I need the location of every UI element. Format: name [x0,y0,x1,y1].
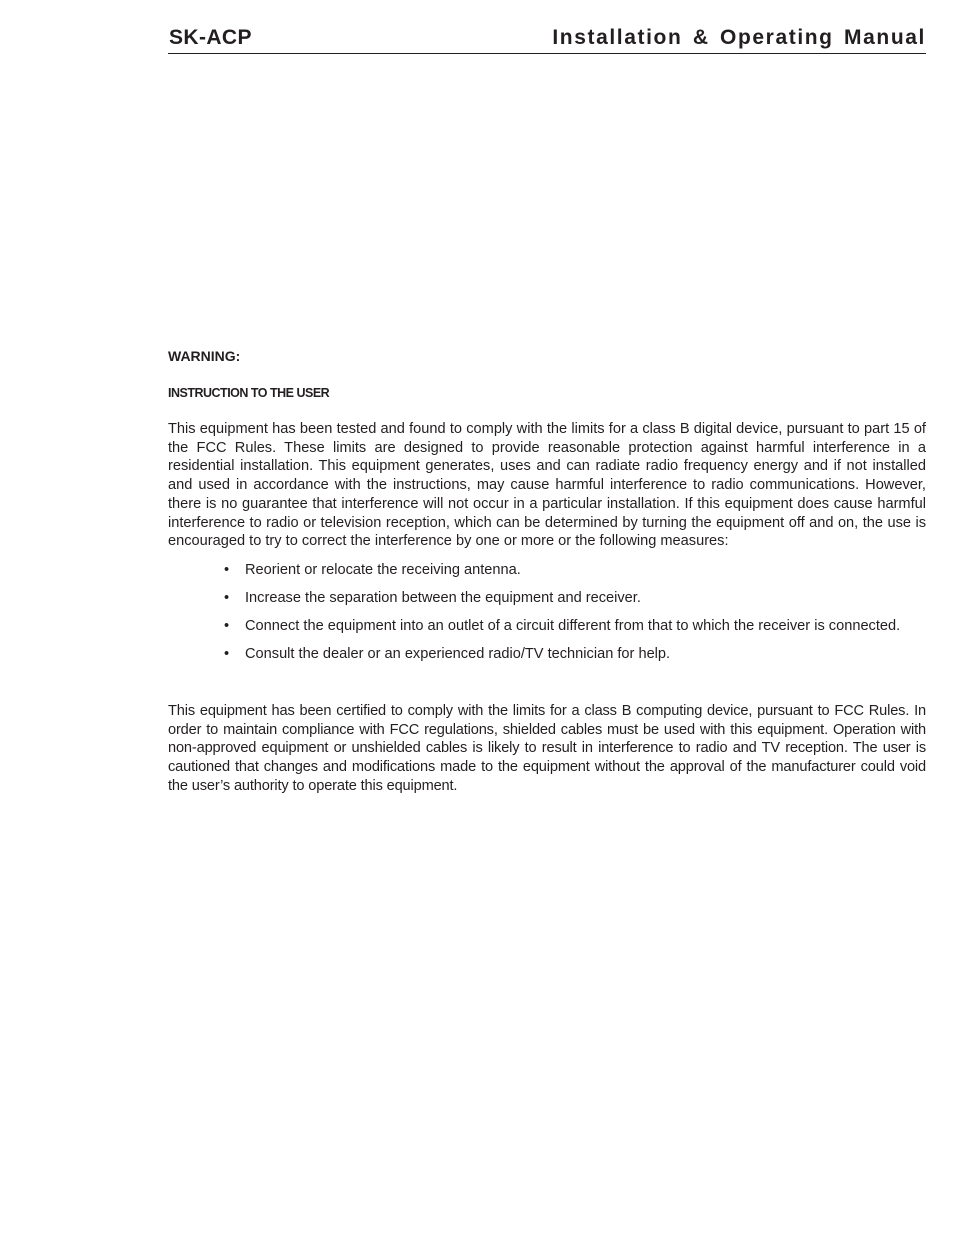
list-item [224,561,924,589]
measure-text: Connect the equipment into an outlet of a circuit different from that to which the receiver is connected. [245,618,901,634]
interference-measures-list [224,561,924,673]
bullet-icon: • [224,646,230,662]
measure-text: Consult the dealer or an experienced radio/TV technician for help. [245,646,671,662]
warning-heading: WARNING: [168,348,241,364]
document-title: Installation & Operating Manual [552,26,926,49]
certification-paragraph: This equipment has been certified to comply with the limits for a class B computing device, pursuant to FCC Rules. In order to maintain compliance with FCC regulations, shielded cables must be used with this equipment. Operation with non-approved equipment or unshielded cables is likely to result in interference to radio and TV reception. The user is cautioned that changes and modifications made to the equipment without the approval of the manufacturer could void the user’s authority to operate this equipment. [168,703,926,794]
measure-text: Reorient or relocate the receiving antenna. [245,562,521,578]
bullet-icon: • [224,562,230,578]
document-code: SK-ACP [169,26,252,49]
list-item [224,645,924,673]
list-item [224,589,924,617]
bullet-icon: • [224,618,230,634]
instruction-heading: INSTRUCTION TO THE USER [168,386,330,400]
bullet-icon: • [224,590,230,606]
list-item [224,617,924,645]
fcc-compliance-paragraph: This equipment has been tested and found to comply with the limits for a class B digital device, pursuant to part 15 of the FCC Rules. These limits are designed to provide reasonable protection against harmful interference in a residential installation. This equipment generates, uses and can radiate radio frequency energy and if not installed and used in accordance with the instructions, may cause harmful interference to radio communications. However, there is no guarantee that interference will not occur in a particular installation. If this equipment does cause harmful interference to radio or television reception, which can be determined by turning the equipment off and on, the use is encouraged to try to correct the interference by one or more or the following measures: [168,421,926,550]
measure-text: Increase the separation between the equipment and receiver. [245,590,641,606]
page-header [168,24,926,54]
